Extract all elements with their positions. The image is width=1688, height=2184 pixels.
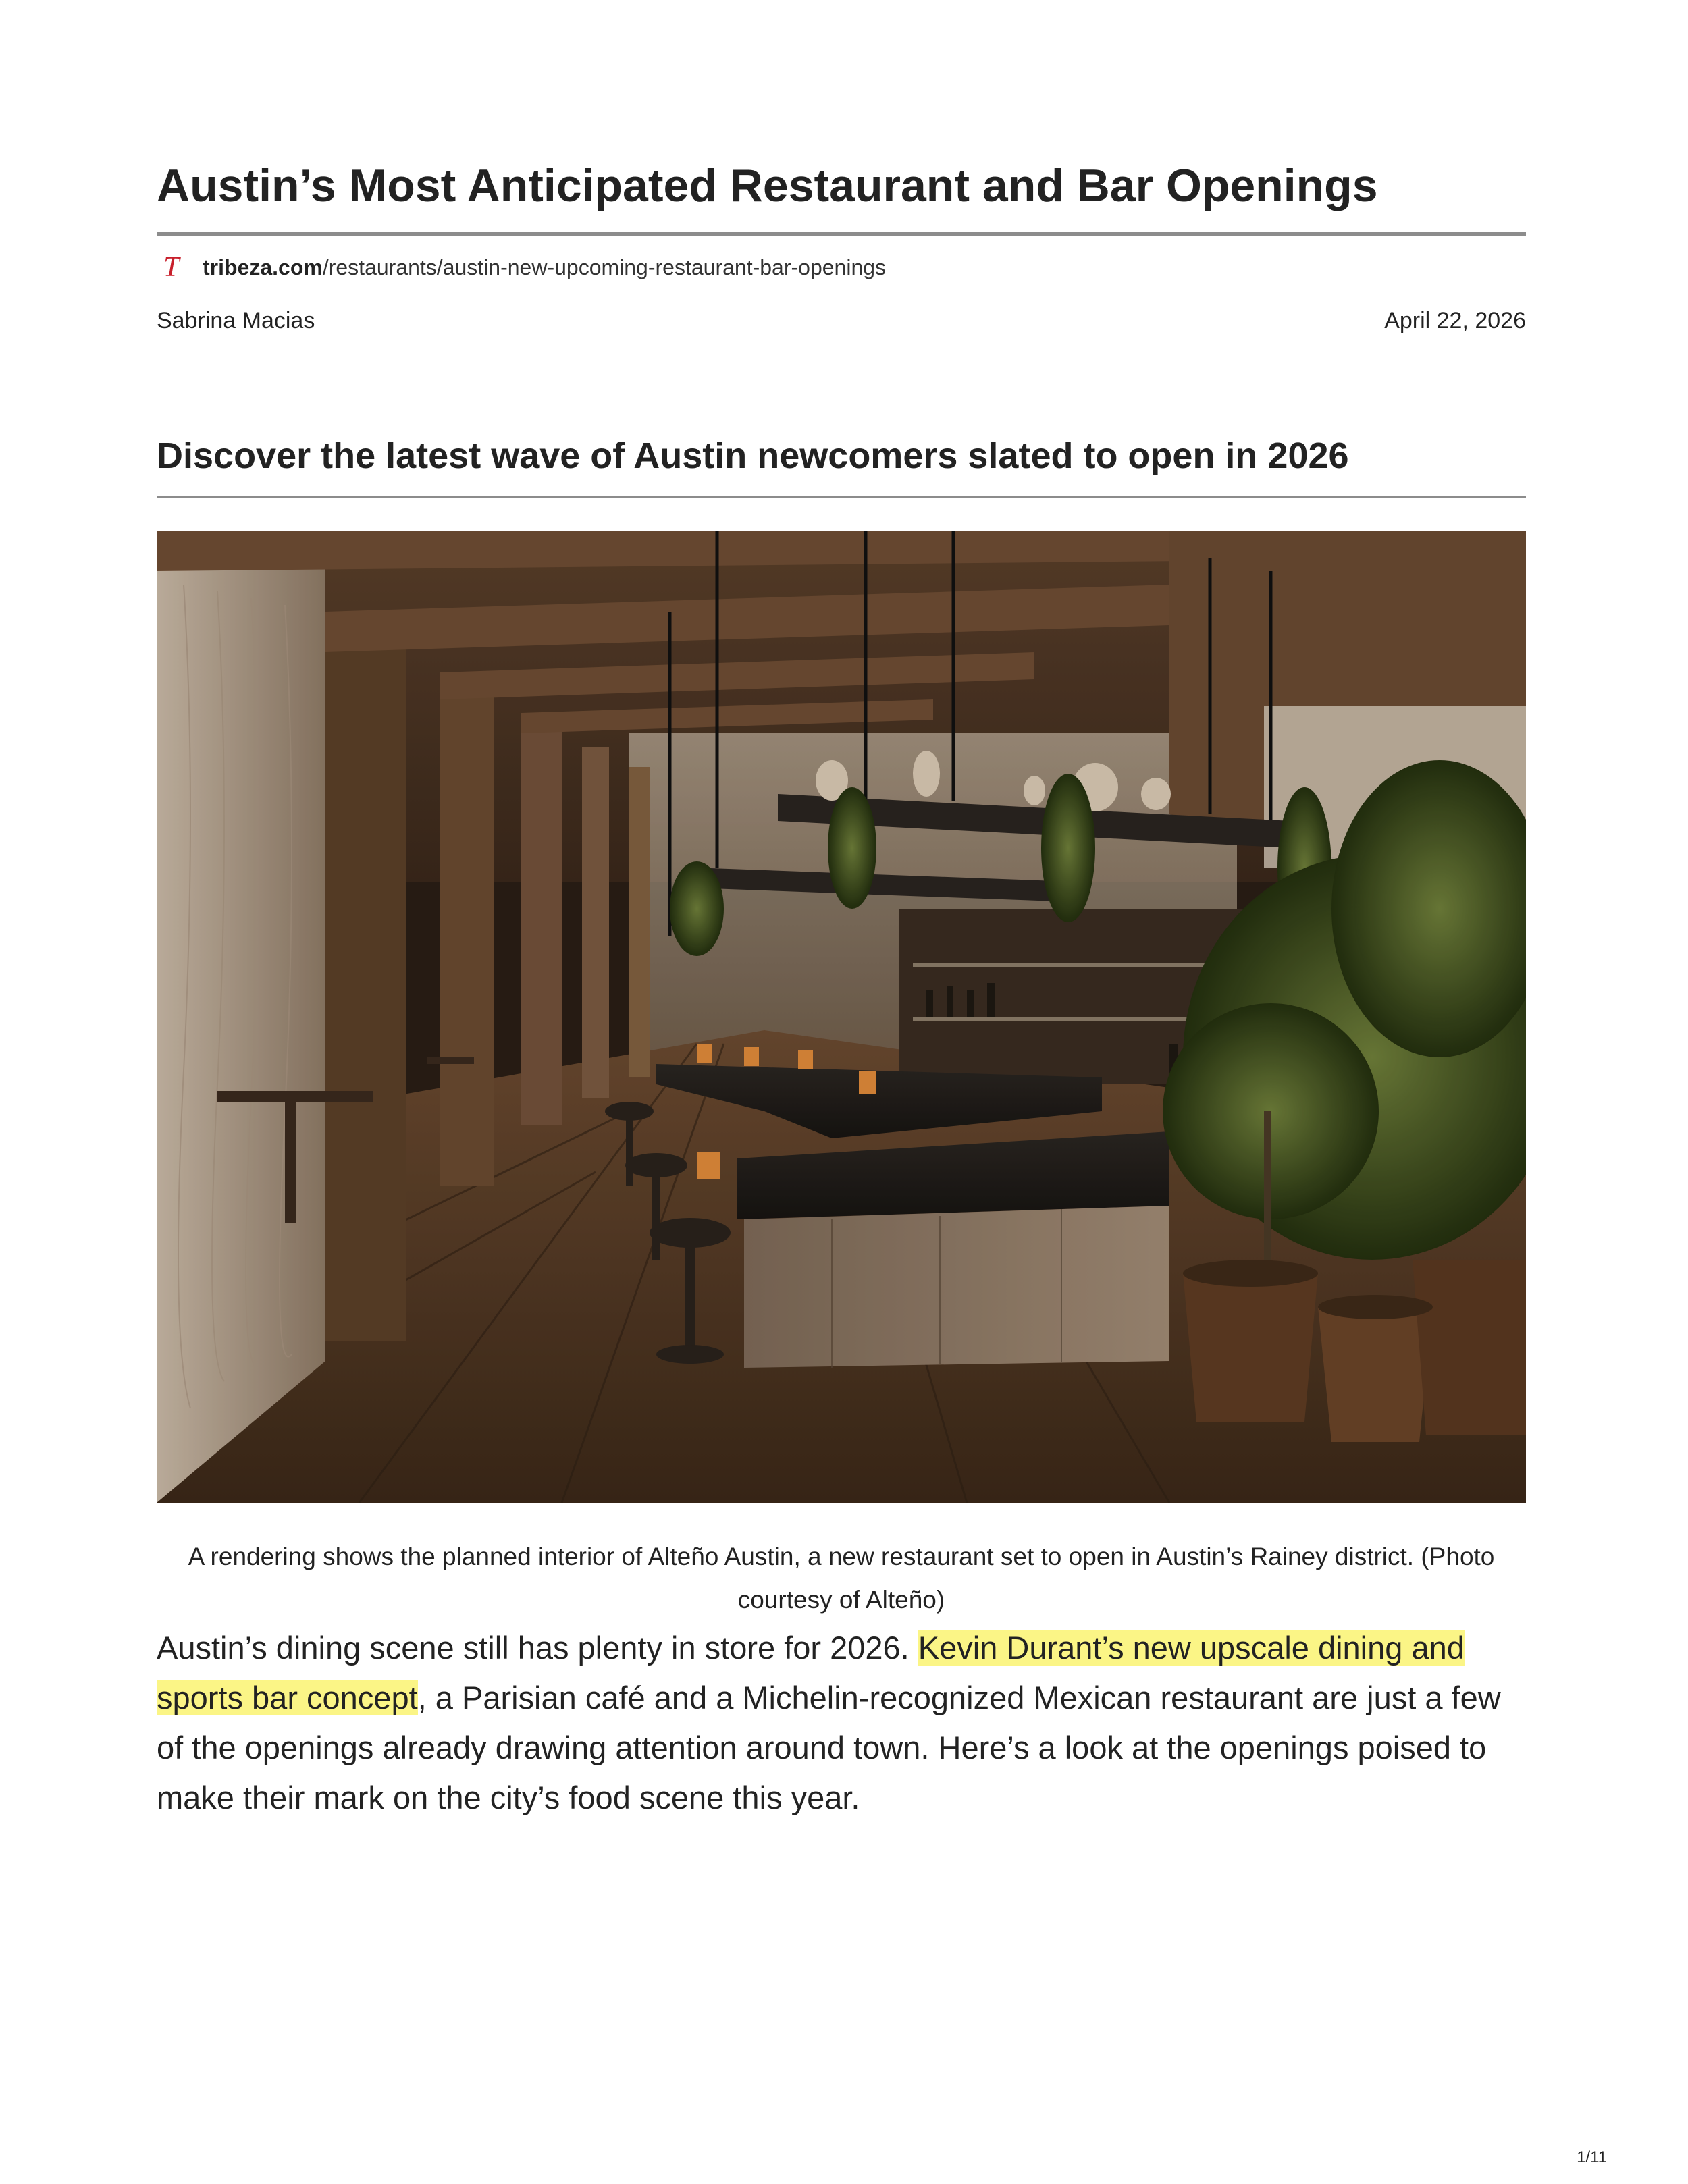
page-number: 1/11: [1577, 2148, 1607, 2166]
intro-paragraph: [157, 1623, 1526, 1823]
tribeza-logo-icon: T: [163, 252, 180, 283]
image-caption: A rendering shows the planned interior of Alteño Austin, a new restaurant set to open in Austin’s Rainey district. (Photo courtesy of Alteño): [188, 1543, 1495, 1614]
source-line: [163, 250, 886, 285]
paragraph-text-after: , a Parisian café and a Michelin-recognized Mexican restaurant are just a few of the openings already drawing attention around town. Here’s a look at the openings poised to make their mark on the city’s food scene this year.: [157, 1680, 1501, 1815]
highlighted-link[interactable]: Kevin Durant’s new upscale dining and sports bar concept: [157, 1630, 1465, 1715]
restaurant-interior-image: [157, 531, 1526, 1503]
article-title: Austin’s Most Anticipated Restaurant and Bar Openings: [157, 160, 1378, 211]
article-subtitle: Discover the latest wave of Austin newcomers slated to open in 2026: [157, 435, 1349, 476]
publish-date: April 22, 2026: [1384, 308, 1526, 334]
paragraph-text-before: Austin’s dining scene still has plenty in store for 2026.: [157, 1630, 918, 1666]
title-divider: [157, 232, 1526, 236]
author-name: Sabrina Macias: [157, 308, 315, 334]
source-domain[interactable]: tribeza.com: [203, 255, 323, 279]
source-path[interactable]: /restaurants/austin-new-upcoming-restaurant-bar-openings: [322, 255, 887, 279]
subtitle-divider: [157, 496, 1526, 498]
byline: [157, 304, 1526, 338]
